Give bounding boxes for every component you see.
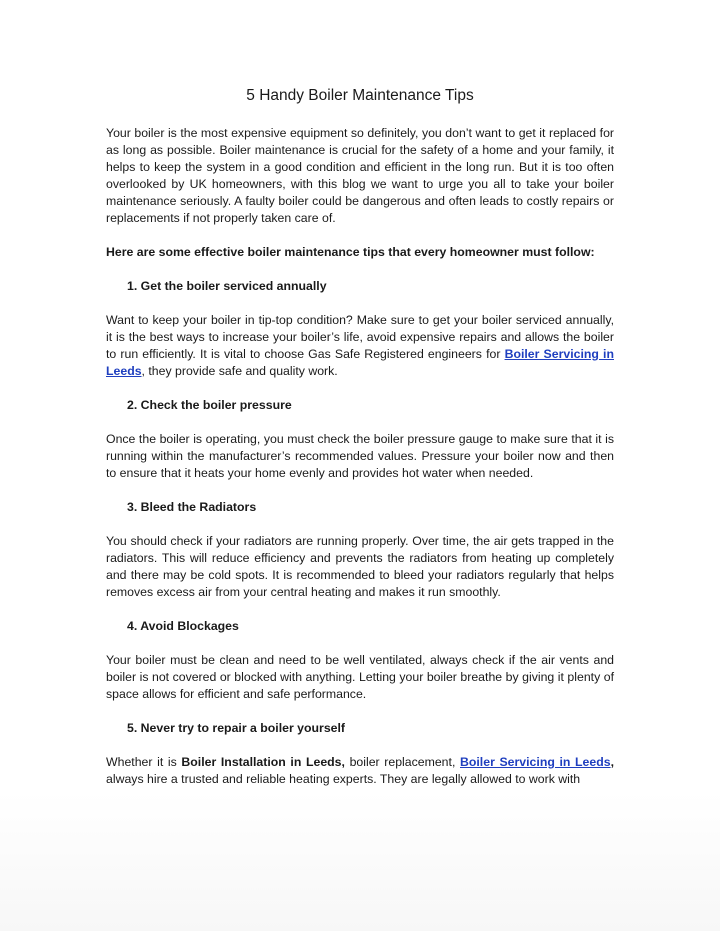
tip2-paragraph: Once the boiler is operating, you must check the boiler pressure gauge to make sure that it is running within the manufacturer’s recommended values. Pressure your boiler now and then to ensure that it heats your home evenly and provides hot water when needed. — [106, 432, 614, 480]
boiler-installation-text: Boiler Installation in Leeds, — [181, 755, 345, 769]
lead-paragraph: Here are some effective boiler maintenance tips that every homeowner must follow: — [106, 245, 595, 259]
tip2-heading: 2. Check the boiler pressure — [127, 398, 292, 412]
tip4-heading: 4. Avoid Blockages — [127, 619, 239, 633]
document-title: 5 Handy Boiler Maintenance Tips — [246, 87, 474, 104]
tip1-after: , they provide safe and quality work. — [141, 364, 338, 378]
tip5-pre: Whether it is — [106, 755, 182, 769]
tip4-paragraph: Your boiler must be clean and need to be well ventilated, always check if the air vents and boiler is not covered or blocked with anything. Letting your boiler breathe by giving it plenty of space allows for efficient and safe performance. — [106, 653, 614, 701]
tip5-paragraph — [106, 754, 614, 788]
boiler-servicing-link[interactable]: Boiler Servicing in Leeds — [106, 347, 614, 378]
tip5-comma: , — [610, 755, 614, 769]
tip3-heading: 3. Bleed the Radiators — [127, 500, 257, 514]
tip5-mid: boiler replacement, — [344, 755, 460, 769]
document-body — [106, 86, 614, 805]
tip5-heading: 5. Never try to repair a boiler yourself — [127, 721, 346, 735]
intro-paragraph: Your boiler is the most expensive equipment so definitely, you don’t want to get it replaced for as long as possible. Boiler maintenance is crucial for the safety of a home and your family, it helps to keep the system in a good condition and efficient in the long run. But it is too often overlooked by UK homeowners, with this blog we want to urge you all to take your boiler maintenance seriously. A faulty boiler could be dangerous and often leads to costly repairs or replacements if not properly taken care of. — [106, 126, 614, 225]
tip5-post: always hire a trusted and reliable heating experts. They are legally allowed to work with — [106, 772, 581, 786]
tip3-paragraph: You should check if your radiators are running properly. Over time, the air gets trapped in the radiators. This will reduce efficiency and prevents the radiators from heating up completely and there may be cold spots. It is recommended to bleed your radiators regularly that helps removes excess air from your central heating and makes it run smoothly. — [106, 534, 614, 599]
tip1-heading: 1. Get the boiler serviced annually — [127, 279, 327, 293]
tip1-paragraph — [106, 312, 614, 380]
tip1-text: Want to keep your boiler in tip-top condition? Make sure to get your boiler serviced annually, it is the best ways to increase your boiler’s life, avoid expensive repairs and allows the boiler to run efficiently. It is vital to choose Gas Safe Registered engineers for — [106, 313, 614, 361]
boiler-servicing-link-2[interactable]: Boiler Servicing in Leeds — [460, 755, 611, 769]
